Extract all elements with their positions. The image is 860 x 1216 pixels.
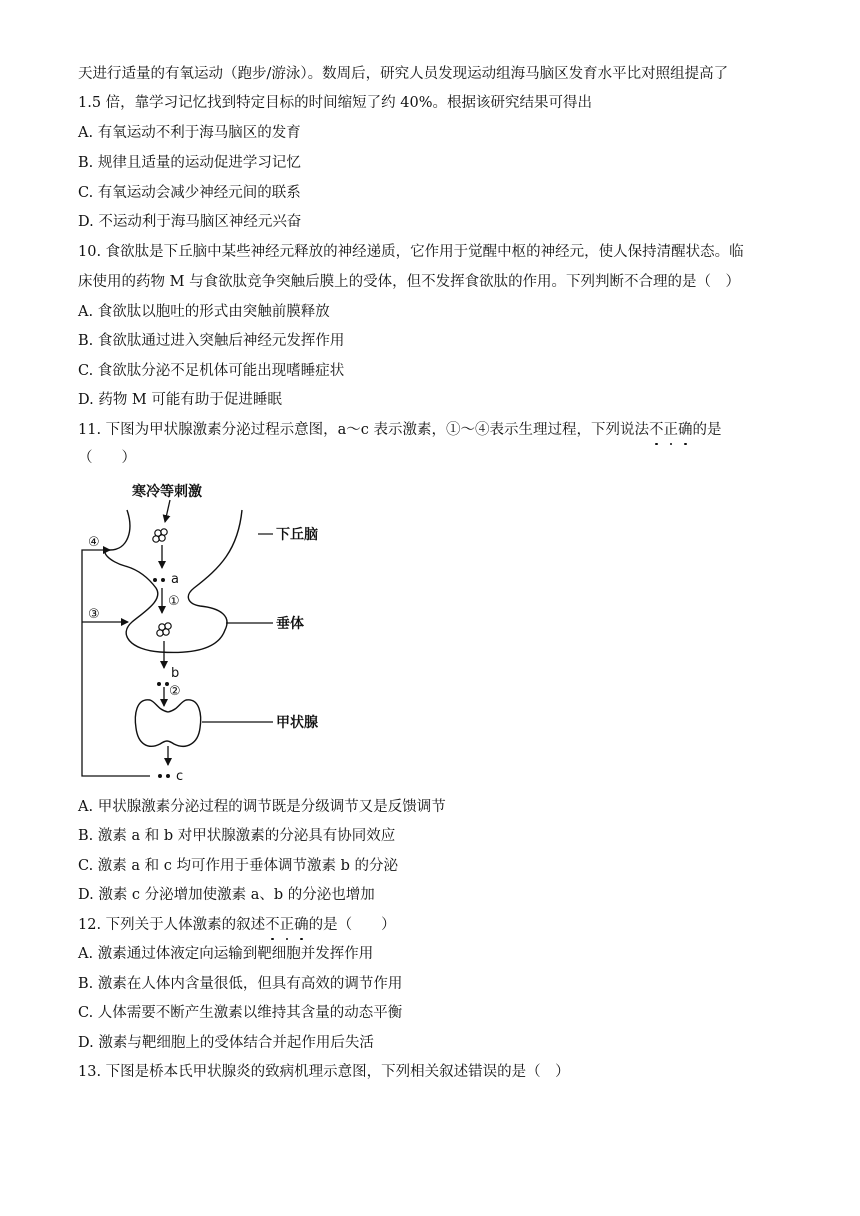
stimulus-arrow bbox=[165, 500, 170, 522]
option-b: B. 规律且适量的运动促进学习记忆 bbox=[78, 155, 301, 171]
option-b: B. 食欲肽通过进入突触后神经元发挥作用 bbox=[78, 333, 345, 349]
stem-text: 的是 bbox=[692, 422, 722, 438]
paragraph-line: 天进行适量的有氧运动（跑步/游泳）。数周后，研究人员发现运动组海马脑区发育水平比对照组提高了 bbox=[78, 66, 729, 82]
feedback-arrow-4 bbox=[82, 550, 150, 776]
hormone-c-dot bbox=[166, 774, 170, 778]
hypothalamus-label: 下丘脑 bbox=[276, 527, 318, 543]
question-10-stem: 10. 食欲肽是下丘脑中某些神经元释放的神经递质，它作用于觉醒中枢的神经元，使人保持清醒状态。临 bbox=[78, 244, 744, 260]
option-c: C. 有氧运动会减少神经元间的联系 bbox=[78, 185, 301, 201]
option-a: A. 激素通过体液定向运输到靶细胞并发挥作用 bbox=[78, 946, 374, 962]
answer-paren: （ ） bbox=[78, 450, 136, 466]
step-4-label: ④ bbox=[88, 535, 100, 550]
hormone-b-label: b bbox=[171, 666, 180, 681]
question-11-stem bbox=[78, 420, 722, 440]
pituitary-label: 垂体 bbox=[276, 616, 304, 632]
option-d: D. 激素 c 分泌增加使激素 a、b 的分泌也增加 bbox=[78, 887, 375, 903]
option-d: D. 不运动利于海马脑区神经元兴奋 bbox=[78, 214, 302, 230]
pituitary-cell-icon bbox=[157, 623, 171, 636]
option-a: A. 食欲肽以胞吐的形式由突触前膜释放 bbox=[78, 304, 330, 320]
hypothalamus-cell-icon bbox=[153, 529, 167, 542]
emphasis-char: 确 bbox=[678, 422, 693, 438]
paragraph-line: 1.5 倍，靠学习记忆找到特定目标的时间缩短了约 40%。根据该研究结果可得出 bbox=[78, 95, 593, 111]
emphasis-char: 正 bbox=[279, 917, 295, 933]
step-1-label: ① bbox=[168, 594, 180, 609]
stem-text: 12. 下列关于人体激素的叙述 bbox=[78, 917, 266, 933]
thyroid-shape bbox=[135, 700, 200, 746]
hormone-a-dot bbox=[153, 578, 157, 582]
stimulus-label: 寒冷等刺激 bbox=[132, 484, 202, 500]
option-a: A. 甲状腺激素分泌过程的调节既是分级调节又是反馈调节 bbox=[78, 799, 446, 815]
emphasis-char: 正 bbox=[663, 422, 679, 438]
hormone-a-dot bbox=[161, 578, 165, 582]
option-c: C. 激素 a 和 c 均可作用于垂体调节激素 b 的分泌 bbox=[78, 858, 398, 874]
thyroid-label: 甲状腺 bbox=[276, 715, 318, 731]
hormone-a-label: a bbox=[171, 572, 179, 587]
stem-text: 的是（ ） bbox=[308, 917, 396, 933]
hormone-b-dot bbox=[157, 682, 161, 686]
option-c: C. 人体需要不断产生激素以维持其含量的动态平衡 bbox=[78, 1005, 403, 1021]
option-b: B. 激素 a 和 b 对甲状腺激素的分泌具有协同效应 bbox=[78, 828, 396, 844]
step-3-label: ③ bbox=[88, 607, 100, 622]
question-10-stem: 床使用的药物 M 与食欲肽竞争突触后膜上的受体，但不发挥食欲肽的作用。下列判断不合理的是（ ） bbox=[78, 274, 741, 290]
option-d: D. 激素与靶细胞上的受体结合并起作用后失活 bbox=[78, 1035, 374, 1051]
step-2-label: ② bbox=[169, 684, 181, 699]
question-12-stem bbox=[78, 915, 396, 935]
thyroid-regulation-diagram bbox=[70, 470, 370, 790]
option-a: A. 有氧运动不利于海马脑区的发育 bbox=[78, 125, 301, 141]
emphasis-char: 不 bbox=[265, 917, 280, 933]
option-d: D. 药物 M 可能有助于促进睡眠 bbox=[78, 392, 282, 408]
stem-text: 11. 下图为甲状腺激素分泌过程示意图，a～c 表示激素，①～④表示生理过程，下列说法 bbox=[78, 422, 650, 438]
hormone-c-label: c bbox=[176, 769, 184, 784]
emphasis-char: 确 bbox=[294, 917, 309, 933]
hormone-c-dot bbox=[158, 774, 162, 778]
question-13-stem: 13. 下图是桥本氏甲状腺炎的致病机理示意图，下列相关叙述错误的是（ ） bbox=[78, 1064, 570, 1080]
emphasis-char: 不 bbox=[649, 422, 664, 438]
option-c: C. 食欲肽分泌不足机体可能出现嗜睡症状 bbox=[78, 363, 345, 379]
option-b: B. 激素在人体内含量很低，但具有高效的调节作用 bbox=[78, 976, 403, 992]
